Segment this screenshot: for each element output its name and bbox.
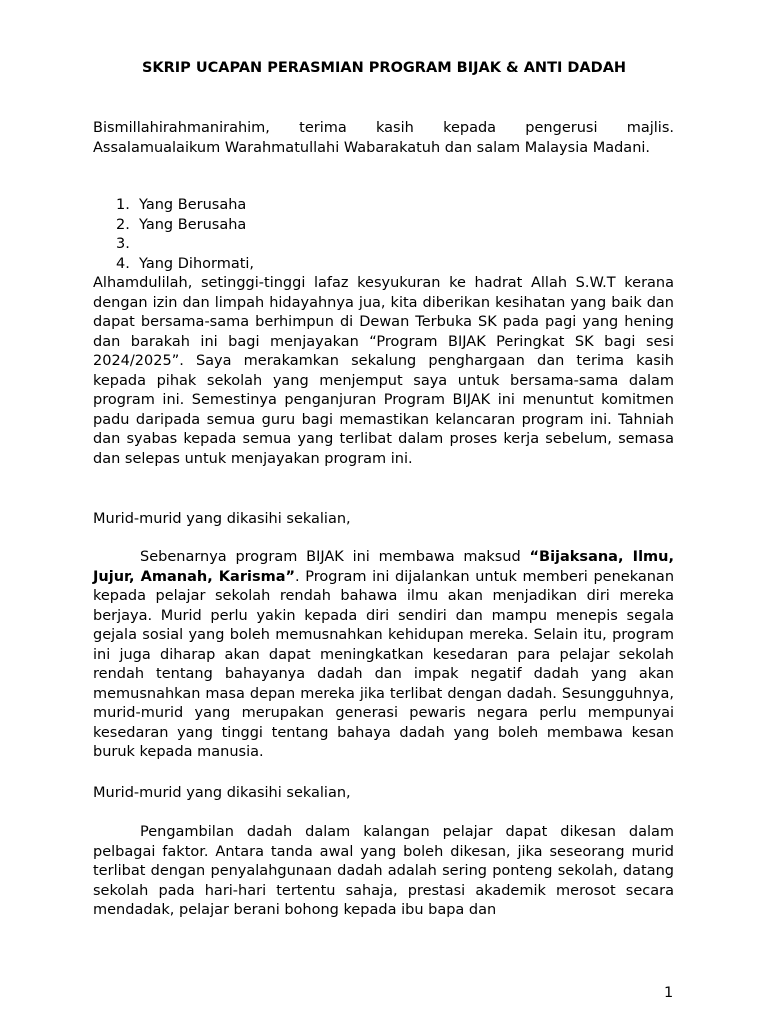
greeting-item-1 <box>93 196 674 216</box>
bijak-acronym-bold: “Bijaksana, Ilmu, Jujur, Amanah, Karisma” <box>93 549 674 585</box>
page-number: 1 <box>664 985 674 1001</box>
greeting-item-4 <box>93 255 674 275</box>
greeting-number: 4. <box>116 255 130 272</box>
opening-paragraph: Bismillahirahmanirahim, terima kasih kepada pengerusi majlis. Assalamualaikum Warahmatullahi Wabarakatuh dan salam Malaysia Madani. <box>93 120 674 156</box>
intro-paragraph: Alhamdulilah, setinggi-tinggi lafaz kesyukuran ke hadrat Allah S.W.T kerana dengan izin dan limpah hidayahnya jua, kita diberikan kesihatan yang baik dan dapat bersama-sama berhimpun di Dewan Terbuka SK pada pagi yang hening dan barakah ini bagi menjayakan “Program BIJAK Peringkat SK bagi sesi 2024/2025”. Saya merakamkan sekalung penghargaan dan terima kasih kepada pihak sekolah yang menjemput saya untuk bersama-sama dalam program ini. Semestinya penganjuran Program BIJAK ini menuntut komitmen padu daripada semua guru bagi memastikan kelancaran program ini. Tahniah dan syabas kepada semua yang terlibat dalam proses kerja sebelum, semasa dan selepas untuk menjayakan program ini. <box>93 275 674 467</box>
bijak-lead-text: Sebenarnya program BIJAK ini membawa maksud <box>140 549 530 565</box>
greeting-number: 2. <box>116 216 130 233</box>
greeting-number: 3. <box>116 236 130 252</box>
bijak-rest-text: . Program ini dijalankan untuk memberi penekanan kepada pelajar sekolah rendah bahawa ilmu akan menjadikan diri mereka berjaya. Murid perlu yakin kepada diri sendiri dan mampu menepis segala gejala sosial yang boleh memusnahkan kehidupan mereka. Selain itu, program ini juga diharap akan dapat meningkatkan kesedaran para pelajar sekolah rendah tentang bahayanya dadah dan impak negatif dadah yang akan memusnahkan masa depan mereka jika terlibat dengan dadah. Sesungguhnya, murid-murid yang merupakan generasi pewaris negara perlu mempunyai kesedaran yang tinggi tentang bahaya dadah yang boleh membawa kesan buruk kepada manusia. <box>93 568 675 760</box>
bijak-paragraph <box>93 548 674 763</box>
salutation-1: Murid-murid yang dikasihi sekalian, <box>93 511 351 527</box>
greeting-text: Yang Berusaha <box>139 197 247 213</box>
greeting-text: Yang Dihormati, <box>139 255 255 272</box>
greeting-number: 1. <box>116 197 130 213</box>
greeting-text: Yang Berusaha <box>139 216 247 233</box>
greetings-list <box>93 196 674 274</box>
greeting-item-3 <box>93 235 674 255</box>
greeting-item-2 <box>93 216 674 236</box>
signs-paragraph: Pengambilan dadah dalam kalangan pelajar dapat dikesan dalam pelbagai faktor. Antara tanda awal yang boleh dikesan, jika seseorang murid terlibat dengan penyalahgunaan dadah adalah sering ponteng sekolah, datang sekolah pada hari-hari tertentu sahaja, prestasi akademik merosot secara mendadak, pelajar berani bohong kepada ibu bapa dan <box>93 824 674 918</box>
document-title: SKRIP UCAPAN PERASMIAN PROGRAM BIJAK & ANTI DADAH <box>141 60 627 76</box>
salutation-2: Murid-murid yang dikasihi sekalian, <box>93 785 351 801</box>
